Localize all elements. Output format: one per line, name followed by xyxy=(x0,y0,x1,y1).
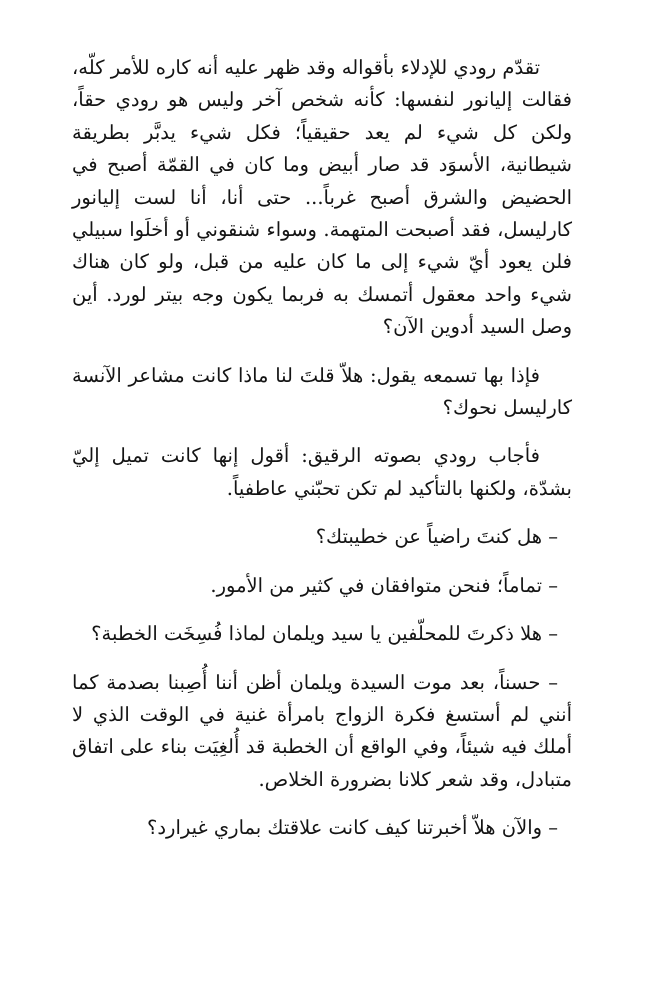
dialogue-line-mary-gerrard: – والآن هلاّ أخبرتنا كيف كانت علاقتك بماري غيرارد؟ xyxy=(147,816,558,840)
dialogue-line-compatible: – تماماً؛ فنحن متوافقان في كثير من الأمور. xyxy=(210,573,558,597)
dialogue-line-explanation: – حسناً، بعد موت السيدة ويلمان أظن أننا أُصِبنا بصدمة كما أنني لم أستسغ فكرة الزواج بامرأة غنية في الوقت الذي لا أملك فيه شيئاً، وفي الواقع أن الخطبة قد أُلغِيَت بناء على اتفاق متبادل، وقد شعر كلانا بضرورة الخلاص. xyxy=(72,670,572,791)
dialogue-line-satisfied: – هل كنتَ راضياً عن خطيبتك؟ xyxy=(315,525,558,549)
paragraph-rudy-answer: فأجاب رودي بصوته الرقيق: أقول إنها كانت تميل إليّ بشدّة، ولكنها بالتأكيد لم تكن تحبّني عاطفياً. xyxy=(72,444,572,500)
paragraph-question-feelings: فإذا بها تسمعه يقول: هلاّ قلتَ لنا ماذا كانت مشاعر الآنسة كارليسل نحوك؟ xyxy=(72,363,572,420)
paragraph-narration: تقدّم رودي للإدلاء بأقواله وقد ظهر عليه أنه كاره للأمر كلّه، فقالت إليانور لنفسها: كأنه شخص آخر وليس هو رودي حقاً، ولكن كل شيء لم يعد حقيقياً؛ فكل شيء يدبَّر بطريقة شيطانية، الأسوَد قد صار أبيض وما كان في القمّة أصبح في الحضيض والشرق أصبح غرباً... حتى أنا، أنا لست إليانور كارليسل، فقد أصبحت المتهمة. وسواء شنقوني أو أخلَوا سبيلي فلن يعود أيّ شيء إلى ما كان عليه من قبل، ولو كان هناك شيء واحد معقول أتمسك به فربما يكون وجه بيتر لورد. أين وصل السيد أدوين الآن؟ xyxy=(72,56,572,339)
dialogue-line-engagement-broken: – هلا ذكرتَ للمحلّفين يا سيد ويلمان لماذا فُسِخَت الخطبة؟ xyxy=(91,622,558,646)
book-page xyxy=(72,52,572,861)
